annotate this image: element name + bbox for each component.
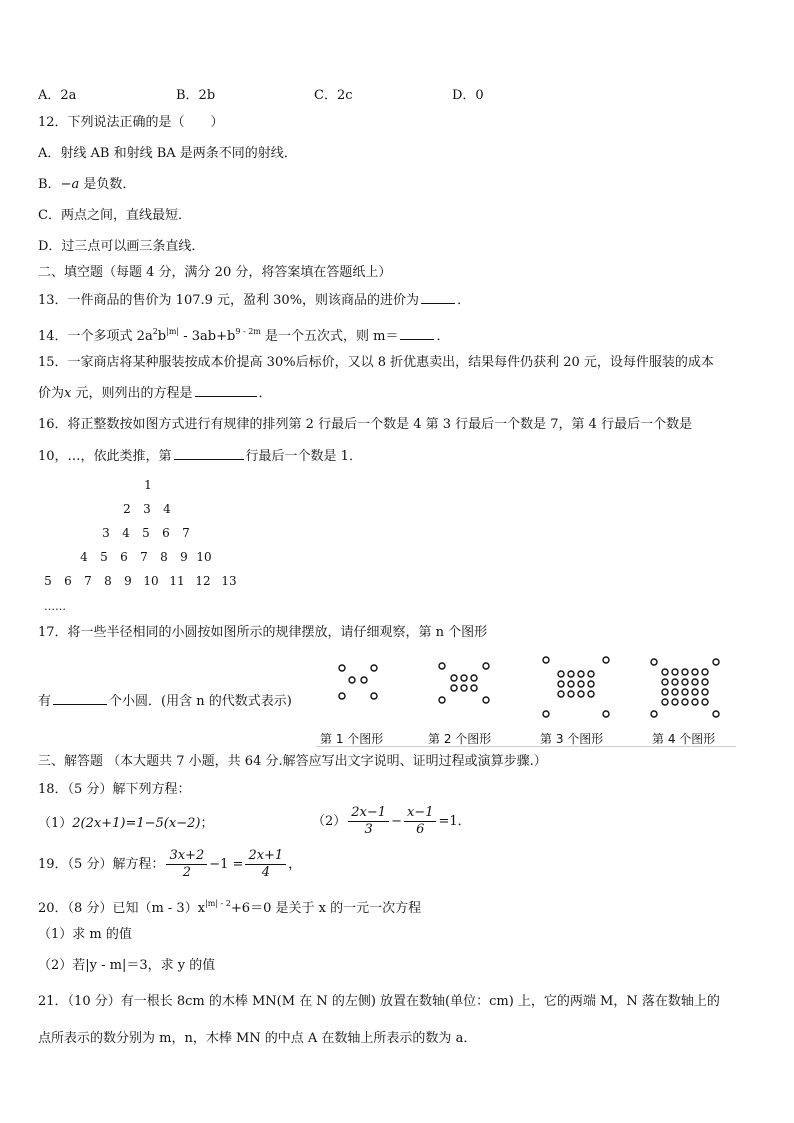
q11-option-d: D．0 [452, 88, 484, 103]
q19-fraction-2-denominator: 4 [261, 865, 270, 880]
q15-line2 [38, 384, 272, 403]
q18-fraction-1 [348, 805, 389, 838]
q15-line1: 15．一家商店将某种服装按成本价提高 30%后标价，又以 8 折优惠卖出，结果每件仍获利 20 元，设每件服装的成本 [38, 355, 714, 370]
q16-line1: 16．将正整数按如图方式进行有规律的排列第 2 行最后一个数是 4 第 3 行最后一个数是 7，第 4 行最后一个数是 [38, 417, 693, 432]
q14-mid: - 3ab+b [179, 329, 236, 344]
q12-option-b-suffix: 是负数． [79, 177, 136, 192]
q17-tail: 个小圆．(用含 n 的代数式表示) [109, 694, 292, 709]
q12-stem: 12．下列说法正确的是（ ） [38, 115, 224, 130]
triangle-number: 3 [143, 502, 151, 516]
q12-option-d: D．过三点可以画三条直线． [38, 239, 205, 254]
triangle-number: 7 [140, 550, 148, 564]
triangle-number: 6 [120, 550, 128, 564]
triangle-number: 5 [142, 526, 150, 540]
q18-part-2 [312, 805, 471, 838]
q21-line1: 21．（10 分）有一根长 8cm 的木棒 MN(M 在 N 的左侧) 放置在数轴(单位：cm) 上，它的两端 M，N 落在数轴上的 [38, 994, 720, 1009]
figure-divider [316, 746, 736, 747]
triangle-number: 10 [143, 574, 159, 588]
q21-line2: 点所表示的数分别为 m，n，木棒 MN 的中点 A 在数轴上所表示的数为 a． [38, 1031, 477, 1046]
q15-text: 价为 [38, 386, 65, 401]
q18-minus: − [391, 814, 402, 829]
triangle-ellipsis: …… [44, 600, 66, 613]
q11-option-c: C．2c [314, 88, 353, 103]
triangle-number: 6 [64, 574, 72, 588]
figure-2-label: 第 2 个图形 [428, 732, 492, 746]
triangle-number: 4 [163, 502, 171, 516]
q19-fraction-1-denominator: 2 [182, 865, 191, 880]
q13-text: 13．一件商品的售价为 107.9 元，盈利 30%，则该商品的进价为 [38, 293, 420, 308]
triangle-row-4 [74, 550, 214, 564]
triangle-number: 8 [104, 574, 112, 588]
triangle-number: 10 [196, 550, 212, 564]
q18-rhs: =1． [438, 814, 471, 829]
q11-option-b: B．2b [176, 88, 216, 103]
triangle-number: 13 [221, 574, 237, 588]
q16-line2 [38, 447, 362, 466]
q19-tail: ， [288, 857, 302, 872]
triangle-row-2 [117, 502, 177, 516]
q20-part-2: （2）若|y - m|＝3，求 y 的值 [38, 958, 216, 973]
q18-fraction-2-numerator: x−1 [404, 805, 437, 822]
q14-exp2: |m| [166, 327, 180, 336]
q16-answer-blank [174, 447, 244, 460]
q16-tail: 行最后一个数是 1． [245, 449, 362, 464]
q18-fraction-2 [404, 805, 437, 838]
q13-tail: ． [457, 293, 471, 308]
q14-b: b [157, 329, 167, 344]
q12-option-c: C．两点之间，直线最短． [38, 208, 191, 223]
triangle-row-3 [96, 526, 196, 540]
q20-text-tail: +6＝0 是关于 x 的一元一次方程 [230, 901, 422, 916]
q18-fraction-2-denominator: 6 [416, 822, 425, 837]
figure-2-circles [436, 656, 496, 718]
q15-answer-blank [195, 384, 257, 397]
q15-variable: x [64, 386, 72, 401]
triangle-number: 7 [84, 574, 92, 588]
q14-answer-blank [400, 327, 434, 340]
q13 [38, 291, 470, 310]
q14-exp3: 9 - 2m [235, 327, 261, 336]
triangle-number: 2 [123, 502, 131, 516]
q18-part-1-equation: 2(2x+1)=1−5(x−2) [72, 816, 201, 831]
q17-line1: 17．将一些半径相同的小圆按如图所示的规律摆放，请仔细观察，第 n 个图形 [38, 625, 488, 640]
q18-part-1 [38, 815, 213, 833]
q20-stem [38, 895, 421, 918]
q17-text: 有 [38, 694, 52, 709]
q20-part-1: （1）求 m 的值 [38, 927, 132, 942]
q18-part-2-label: （2） [312, 814, 347, 829]
q14-exp1: 2 [152, 327, 158, 336]
figure-1-label: 第 1 个图形 [320, 732, 384, 746]
section-2-heading: 二、填空题（每题 4 分，满分 20 分，将答案填在答题纸上） [38, 265, 392, 280]
figure-3-circles [536, 656, 616, 720]
triangle-number: 3 [102, 526, 110, 540]
triangle-number: 7 [182, 526, 190, 540]
q13-answer-blank [421, 291, 455, 304]
q19-fraction-2 [245, 848, 286, 881]
triangle-number: 9 [124, 574, 132, 588]
q14-mid2: 是一个五次式，则 m＝ [260, 329, 399, 344]
triangle-row-1 [138, 478, 158, 492]
figure-1-circles [334, 656, 384, 718]
q19-text: 19．（5 分）解方程： [38, 857, 165, 872]
q12-option-b-prefix: B． [38, 177, 61, 192]
triangle-number: 1 [144, 478, 152, 492]
triangle-number: 4 [122, 526, 130, 540]
triangle-number: 8 [160, 550, 168, 564]
q14 [38, 323, 450, 346]
q18-part-1-label: （1） [38, 816, 73, 831]
q14-tail: ． [436, 329, 450, 344]
figure-4-circles [646, 656, 726, 720]
q18-fraction-1-numerator: 2x−1 [348, 805, 389, 822]
triangle-number: 6 [162, 526, 170, 540]
triangle-number: 5 [100, 550, 108, 564]
triangle-number: 12 [195, 574, 211, 588]
q12-option-a: A．射线 AB 和射线 BA 是两条不同的射线． [38, 146, 297, 161]
q11-option-a: A．2a [38, 88, 77, 103]
triangle-number: 9 [180, 550, 188, 564]
q18-fraction-1-denominator: 3 [364, 822, 373, 837]
q18-part-1-tail: ； [200, 816, 214, 831]
q14-text: 14．一个多项式 2a [38, 329, 153, 344]
q15-text-mid: 元，则列出的方程是 [71, 386, 193, 401]
triangle-row-5 [38, 574, 242, 588]
q20-exponent: |m| - 2 [205, 899, 231, 908]
triangle-number: 11 [169, 574, 185, 588]
q19-fraction-2-numerator: 2x+1 [245, 848, 286, 865]
q20-text: 20．（8 分）已知（m - 3）x [38, 901, 206, 916]
q12-option-b [38, 176, 135, 194]
q17-answer-blank [53, 692, 107, 705]
triangle-number: 4 [80, 550, 88, 564]
section-3-heading: 三、解答题 （本大题共 7 小题，共 64 分.解答应写出文字说明、证明过程或演算步骤.） [38, 754, 547, 769]
q19-fraction-1-numerator: 3x+2 [166, 848, 207, 865]
q15-tail: ． [258, 386, 272, 401]
q18-stem: 18．（5 分）解下列方程： [38, 782, 191, 797]
figure-3-label: 第 3 个图形 [540, 732, 604, 746]
q19-mid: −1 = [209, 857, 244, 872]
q19-fraction-1 [166, 848, 207, 881]
q19 [38, 848, 301, 881]
q16-text: 10，…，依此类推，第 [38, 449, 172, 464]
figure-4-label: 第 4 个图形 [652, 732, 716, 746]
q17-line2 [38, 692, 292, 711]
triangle-number: 5 [44, 574, 52, 588]
q12-option-b-math: −a [60, 177, 80, 192]
